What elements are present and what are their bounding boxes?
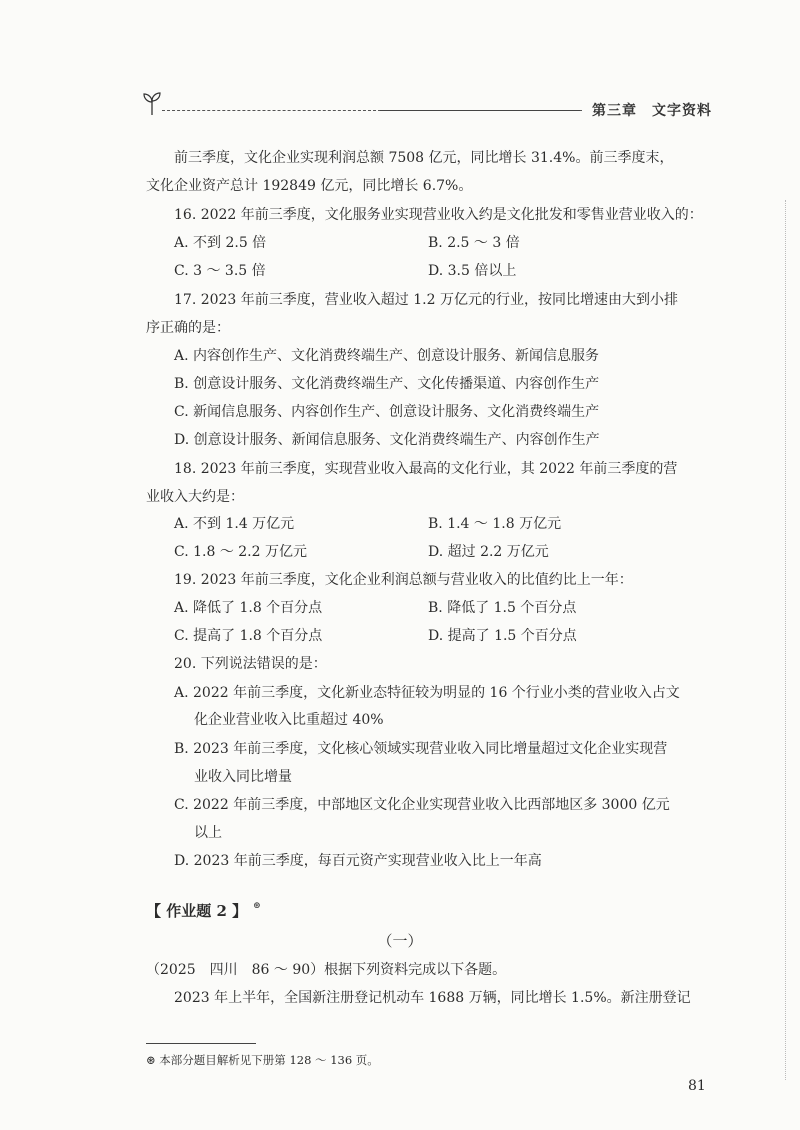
option-17-d: D. 创意设计服务、新闻信息服务、文化消费终端生产、内容创作生产 (174, 432, 600, 448)
option-16-a: A. 不到 2.5 倍 (174, 235, 267, 251)
passage-line: 文化企业资产总计 192849 亿元，同比增长 6.7%。 (146, 178, 473, 194)
footnote-mark-icon: ⊛ (253, 901, 261, 911)
option-20-a-cont: 化企业营业收入比重超过 40% (194, 712, 384, 728)
option-19-b: B. 降低了 1.5 个百分点 (428, 600, 577, 616)
footnote-rule (146, 1043, 256, 1044)
option-18-b: B. 1.4 ～ 1.8 万亿元 (428, 516, 562, 532)
passage-line: 前三季度，文化企业实现利润总额 7508 亿元，同比增长 31.4%。前三季度末， (174, 150, 674, 166)
question-18-stem: 18. 2023 年前三季度，实现营业收入最高的文化行业，其 2022 年前三季度的营 (174, 461, 678, 477)
question-17-stem: 17. 2023 年前三季度，营业收入超过 1.2 万亿元的行业，按同比增速由大到小排 (174, 292, 678, 308)
option-20-c-cont: 以上 (194, 825, 222, 841)
section-heading-text: 【 作业题 2 】 (146, 902, 248, 920)
option-16-d: D. 3.5 倍以上 (428, 263, 517, 279)
page-number: 81 (688, 1078, 706, 1094)
option-18-a: A. 不到 1.4 万亿元 (174, 516, 295, 532)
option-20-c: C. 2022 年前三季度，中部地区文化企业实现营业收入比西部地区多 3000 亿元 (174, 797, 670, 813)
option-17-c: C. 新闻信息服务、内容创作生产、创意设计服务、文化消费终端生产 (174, 404, 600, 420)
section-intro: （2025 四川 86 ～ 90）根据下列资料完成以下各题。 (146, 962, 507, 978)
footnote: ⊛ 本部分题目解析见下册第 128 ～ 136 页。 (146, 1053, 379, 1067)
option-20-b-cont: 业收入同比增量 (194, 769, 292, 785)
option-16-b: B. 2.5 ～ 3 倍 (428, 235, 520, 251)
option-19-a: A. 降低了 1.8 个百分点 (174, 600, 323, 616)
option-19-d: D. 提高了 1.5 个百分点 (428, 628, 577, 644)
option-17-a: A. 内容创作生产、文化消费终端生产、创意设计服务、新闻信息服务 (174, 348, 600, 364)
option-19-c: C. 提高了 1.8 个百分点 (174, 628, 323, 644)
option-18-c: C. 1.8 ～ 2.2 万亿元 (174, 544, 307, 560)
question-17-stem-cont: 序正确的是： (146, 320, 230, 336)
option-20-a: A. 2022 年前三季度，文化新业态特征较为明显的 16 个行业小类的营业收入占文 (174, 685, 680, 701)
option-20-d: D. 2023 年前三季度，每百元资产实现营业收入比上一年高 (174, 853, 542, 869)
header-rule-solid (380, 110, 580, 111)
option-16-c: C. 3 ～ 3.5 倍 (174, 263, 266, 279)
option-18-d: D. 超过 2.2 万亿元 (428, 544, 549, 560)
question-18-stem-cont: 业收入大约是： (146, 489, 244, 505)
chapter-title: 第三章 文字资料 (592, 103, 712, 119)
question-16-stem: 16. 2022 年前三季度，文化服务业实现营业收入约是文化批发和零售业营业收入的： (174, 207, 703, 223)
section-heading (146, 900, 261, 921)
sprout-icon (142, 90, 162, 116)
material-line: 2023 年上半年，全国新注册登记机动车 1688 万辆，同比增长 1.5%。新注册登记 (174, 990, 691, 1006)
question-20-stem: 20. 下列说法错误的是： (174, 656, 327, 672)
question-19-stem: 19. 2023 年前三季度，文化企业利润总额与营业收入的比值约比上一年： (174, 572, 633, 588)
scan-edge-artifact (785, 200, 788, 1080)
option-17-b: B. 创意设计服务、文化消费终端生产、文化传播渠道、内容创作生产 (174, 376, 600, 392)
option-20-b: B. 2023 年前三季度，文化核心领域实现营业收入同比增量超过文化企业实现营 (174, 741, 668, 757)
section-subtitle: （一） (377, 932, 423, 950)
